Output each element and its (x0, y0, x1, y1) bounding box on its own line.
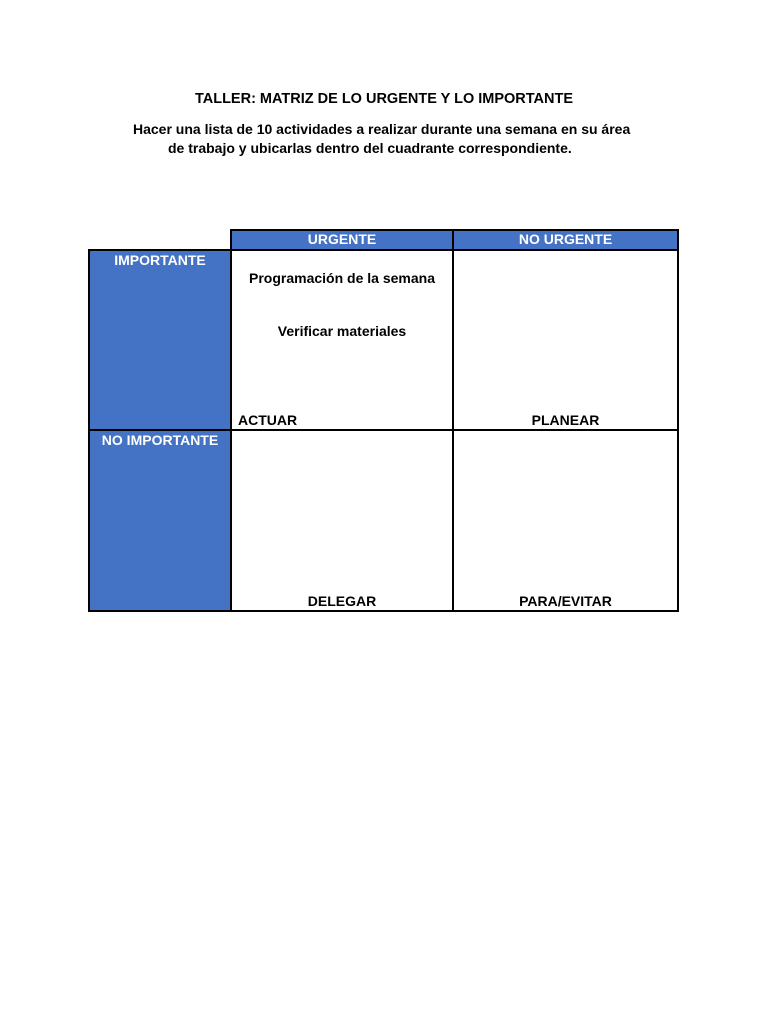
activity-item: Programación de la semana (249, 270, 435, 286)
quadrant-important-urgent (230, 249, 454, 431)
quadrant-label-delegar: DELEGAR (307, 593, 377, 609)
quadrant-label-para-evitar: PARA/EVITAR (519, 593, 612, 609)
col-header-not-urgent: NO URGENTE (452, 229, 679, 251)
activity-item: Verificar materiales (277, 323, 407, 339)
instruction-line-1: Hacer una lista de 10 actividades a realizar durante una semana en su área (133, 121, 631, 137)
row-header-not-important: NO IMPORTANTE (88, 429, 232, 612)
col-header-urgent: URGENTE (230, 229, 454, 251)
quadrant-not-important-not-urgent (452, 429, 679, 612)
quadrant-not-important-urgent (230, 429, 454, 612)
quadrant-important-not-urgent (452, 249, 679, 431)
quadrant-label-actuar: ACTUAR (238, 412, 298, 428)
quadrant-label-planear: PLANEAR (531, 412, 600, 428)
instruction-line-2: de trabajo y ubicarlas dentro del cuadrante correspondiente. (168, 140, 572, 156)
page-title: TALLER: MATRIZ DE LO URGENTE Y LO IMPORTANTE (194, 91, 574, 107)
row-header-important: IMPORTANTE (88, 249, 232, 431)
